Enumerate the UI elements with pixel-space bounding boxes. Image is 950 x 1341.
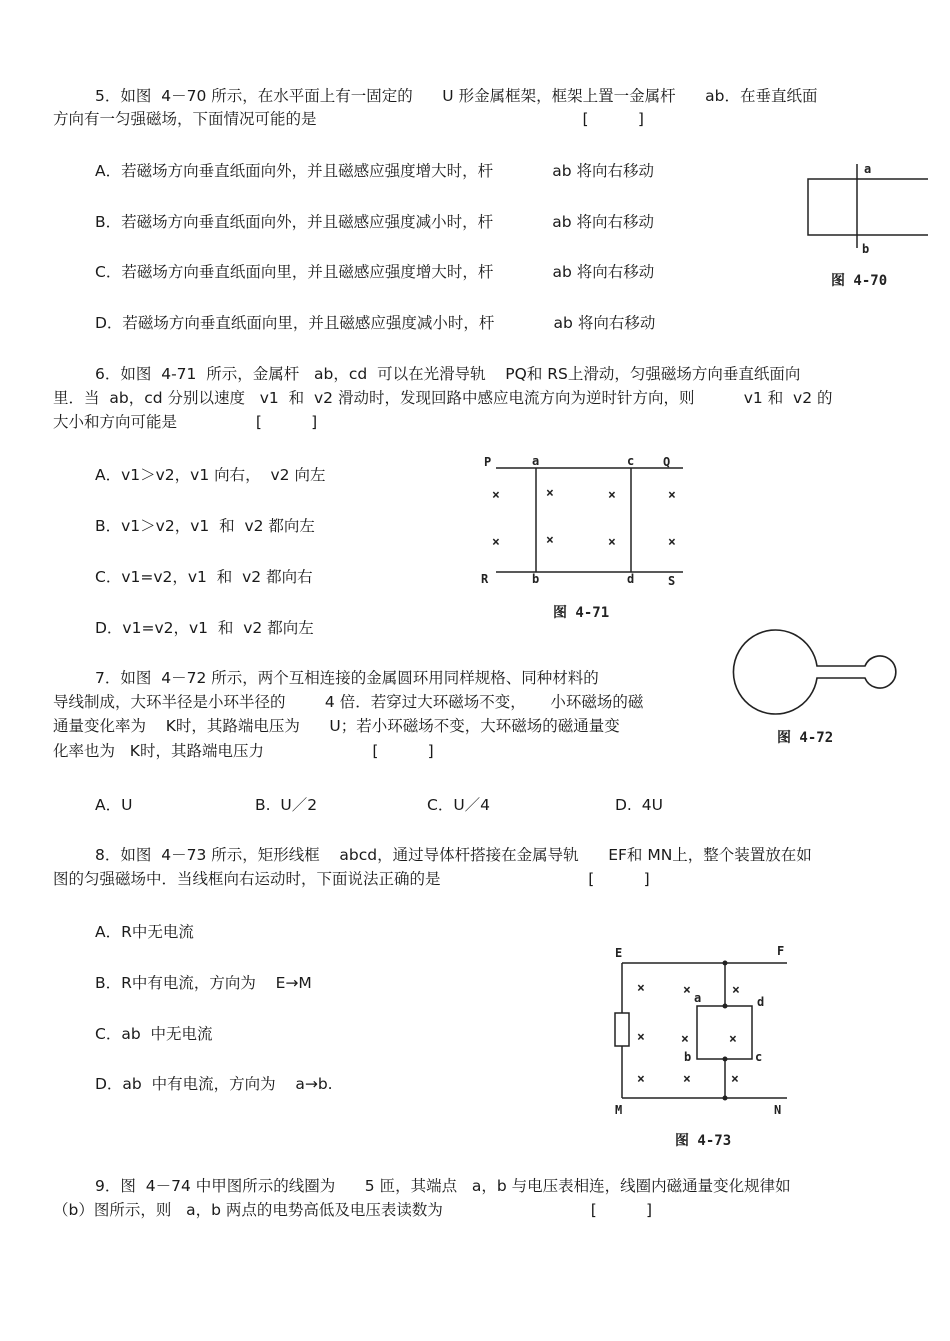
q8-stem-line2: 图的匀强磁场中．当线框向右运动时，下面说法正确的是 [ ] — [53, 870, 650, 888]
q6-stem-line3: 大小和方向可能是 [ ] — [53, 413, 318, 431]
q5-option-d: D．若磁场方向垂直纸面向里，并且磁感应强度减小时，杆 ab 将向右移动 — [95, 314, 656, 332]
fig73-label-M: M — [615, 1103, 623, 1117]
q7-option-c: C．U／4 — [427, 796, 491, 814]
field-cross-mark: × — [546, 533, 554, 548]
q8-stem-line1: 8．如图 4－73 所示，矩形线框 abcd，通过导体杆搭接在金属导轨 EF和 MN上，整个装置放在如 — [95, 846, 812, 864]
field-cross-mark: × — [683, 983, 691, 998]
q6-option-a: A．v1＞v2，v1 向右， v2 向左 — [95, 466, 326, 484]
field-cross-mark: × — [731, 1072, 739, 1087]
q7-option-a: A．U — [95, 796, 133, 814]
q6-stem-line2: 里．当 ab，cd 分别以速度 v1 和 v2 滑动时，发现回路中感应电流方向为逆时针方向，则 v1 和 v2 的 — [53, 389, 833, 407]
q6-option-d: D．v1=v2，v1 和 v2 都向左 — [95, 619, 314, 637]
field-cross-mark: × — [546, 486, 554, 501]
fig73-label-N: N — [774, 1103, 782, 1117]
fig71-label-a: a — [532, 454, 540, 468]
q5-option-a: A．若磁场方向垂直纸面向外，并且磁感应强度增大时，杆 ab 将向右移动 — [95, 162, 654, 180]
q8-option-d: D．ab 中有电流，方向为 a→b. — [95, 1075, 333, 1093]
field-cross-mark: × — [608, 535, 616, 550]
field-cross-mark: × — [729, 1032, 737, 1047]
fig73-label-a: a — [694, 991, 702, 1005]
figure-4-71 — [478, 452, 688, 592]
q5-option-b: B．若磁场方向垂直纸面向外，并且磁感应强度减小时，杆 ab 将向右移动 — [95, 213, 655, 231]
coil-abcd — [697, 1006, 752, 1059]
figure-4-72 — [735, 622, 905, 722]
fig73-label-E: E — [615, 946, 623, 960]
q6-option-c: C．v1=v2，v1 和 v2 都向右 — [95, 568, 313, 586]
fig73-label-b: b — [684, 1050, 692, 1064]
q5-stem-line2: 方向有一匀强磁场，下面情况可能的是 [ ] — [53, 110, 644, 128]
q7-option-d: D. 4U — [615, 796, 663, 814]
q7-stem-line3: 通量变化率为 K时，其路端电压为 U；若小环磁场不变，大环磁场的磁通量变 — [53, 717, 620, 735]
fig71-label-P: P — [484, 455, 492, 469]
q6-option-b: B．v1＞v2，v1 和 v2 都向左 — [95, 517, 315, 535]
q7-stem-line2: 导线制成，大环半径是小环半径的 4 倍．若穿过大环磁场不变， 小环磁场的磁 — [53, 693, 644, 711]
fig73-label-d: d — [757, 995, 765, 1009]
field-cross-mark: × — [492, 488, 500, 503]
field-cross-mark: × — [637, 981, 645, 996]
field-cross-mark: × — [732, 983, 740, 998]
fig71-label-Q: Q — [663, 455, 671, 469]
fig71-label-R: R — [481, 572, 489, 586]
q8-option-b: B．R中有电流，方向为 E→M — [95, 974, 312, 992]
fig71-label-d: d — [627, 572, 635, 586]
field-cross-mark: × — [681, 1032, 689, 1047]
figure-4-73 — [605, 940, 795, 1120]
fig70-label-b: b — [862, 242, 870, 256]
q7-option-b: B. U／2 — [255, 796, 318, 814]
q7-stem-line1: 7．如图 4－72 所示，两个互相连接的金属圆环用同样规格、同种材料的 — [95, 669, 599, 687]
fig70-caption: 图 4-70 — [831, 273, 888, 289]
q6-stem-line1: 6．如图 4-71 所示，金属杆 ab，cd 可以在光滑导轨 PQ和 RS上滑动，匀强磁场方向垂直纸面向 — [95, 365, 801, 383]
q5-option-c: C．若磁场方向垂直纸面向里，并且磁感应强度增大时，杆 ab 将向右移动 — [95, 263, 655, 281]
q9-stem-line1: 9．图 4－74 中甲图所示的线圈为 5 匝，其端点 a，b 与电压表相连，线圈内磁通量变化规律如 — [95, 1177, 791, 1195]
field-cross-mark: × — [637, 1072, 645, 1087]
q5-stem-line1: 5．如图 4－70 所示，在水平面上有一固定的 U 形金属框架，框架上置一金属杆 ab．在垂直纸面 — [95, 87, 818, 105]
fig73-label-F: F — [777, 944, 785, 958]
fig73-label-c: c — [755, 1050, 763, 1064]
fig71-label-S: S — [668, 574, 676, 588]
fig71-caption: 图 4-71 — [553, 605, 610, 621]
field-cross-mark: × — [608, 488, 616, 503]
fig71-label-b: b — [532, 572, 540, 586]
field-cross-mark: × — [637, 1030, 645, 1045]
figure-4-70 — [800, 160, 935, 255]
fig72-caption: 图 4-72 — [777, 730, 834, 746]
field-cross-mark: × — [668, 535, 676, 550]
fig71-label-c: c — [627, 454, 635, 468]
field-cross-mark: × — [668, 488, 676, 503]
q8-option-c: C．ab 中无电流 — [95, 1025, 213, 1043]
resistor-R — [615, 1013, 629, 1046]
fig73-caption: 图 4-73 — [675, 1133, 732, 1149]
field-cross-mark: × — [492, 535, 500, 550]
q7-stem-line4: 化率也为 K时，其路端电压力 [ ] — [53, 742, 434, 760]
field-cross-mark: × — [683, 1072, 691, 1087]
fig70-label-a: a — [864, 162, 872, 176]
q9-stem-line2: （b）图所示，则 a，b 两点的电势高低及电压表读数为 [ ] — [53, 1201, 653, 1219]
q8-option-a: A．R中无电流 — [95, 923, 194, 941]
